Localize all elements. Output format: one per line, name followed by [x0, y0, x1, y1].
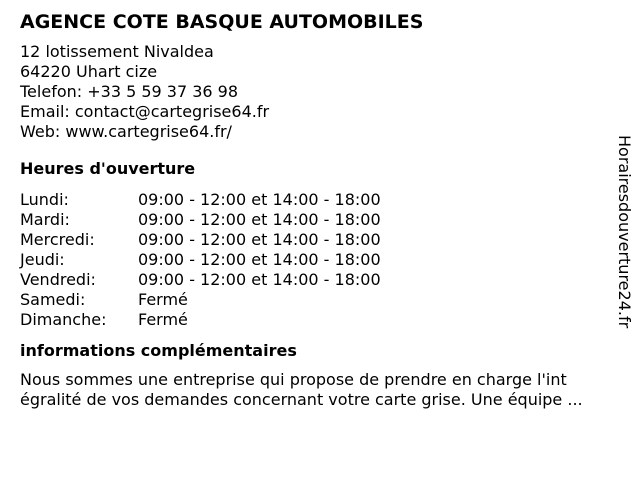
time-value: 09:00 - 12:00 et 14:00 - 18:00	[138, 230, 381, 249]
day-label: Samedi:	[20, 290, 86, 309]
web-line[interactable]: Web: www.cartegrise64.fr/	[20, 122, 232, 141]
hours-table	[20, 190, 610, 330]
time-value: 09:00 - 12:00 et 14:00 - 18:00	[138, 210, 381, 229]
time-value: 09:00 - 12:00 et 14:00 - 18:00	[138, 270, 381, 289]
time-value: 09:00 - 12:00 et 14:00 - 18:00	[138, 190, 381, 209]
info-description	[20, 370, 632, 410]
time-value: 09:00 - 12:00 et 14:00 - 18:00	[138, 250, 381, 269]
hours-row-tuesday	[20, 210, 610, 230]
business-card	[20, 10, 610, 410]
business-name: AGENCE COTE BASQUE AUTOMOBILES	[20, 11, 424, 33]
hours-row-wednesday	[20, 230, 610, 250]
time-value: Fermé	[138, 310, 188, 329]
contact-block	[20, 42, 610, 142]
address-city: 64220 Uhart cize	[20, 62, 158, 81]
hours-row-saturday	[20, 290, 610, 310]
day-label: Dimanche:	[20, 310, 107, 329]
day-label: Vendredi:	[20, 270, 96, 289]
day-label: Lundi:	[20, 190, 69, 209]
hours-row-friday	[20, 270, 610, 290]
hours-heading: Heures d'ouverture	[20, 159, 196, 178]
hours-row-monday	[20, 190, 610, 210]
email-line[interactable]: Email: contact@cartegrise64.fr	[20, 102, 270, 121]
phone-line[interactable]: Telefon: +33 5 59 37 36 98	[20, 82, 239, 101]
hours-row-sunday	[20, 310, 610, 330]
day-label: Mercredi:	[20, 230, 95, 249]
info-heading: informations complémentaires	[20, 341, 297, 360]
day-label: Mardi:	[20, 210, 70, 229]
address-street: 12 lotissement Nivaldea	[20, 42, 214, 61]
info-line: égralité de vos demandes concernant votre carte grise. Une équipe ...	[20, 390, 583, 409]
hours-row-thursday	[20, 250, 610, 270]
site-watermark: Horairesdouverture24.fr	[615, 135, 634, 329]
day-label: Jeudi:	[20, 250, 65, 269]
time-value: Fermé	[138, 290, 188, 309]
info-line: Nous sommes une entreprise qui propose de prendre en charge l'int	[20, 370, 567, 389]
